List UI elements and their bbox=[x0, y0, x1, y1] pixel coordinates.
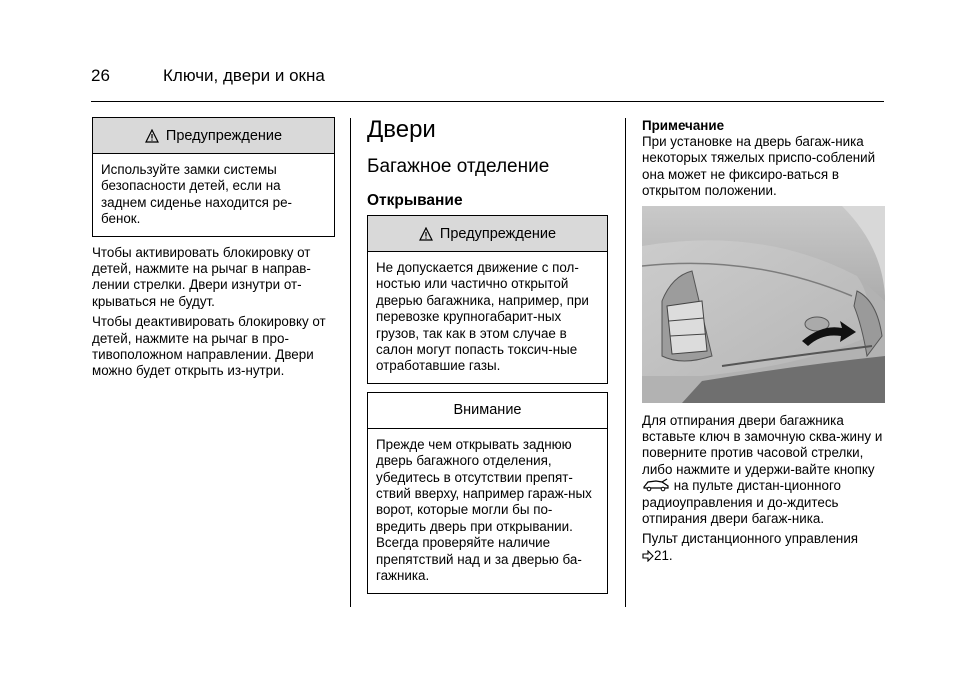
paragraph-unlock bbox=[642, 413, 885, 528]
warning-box-heading bbox=[93, 118, 334, 154]
col1-text bbox=[92, 245, 335, 380]
note-title: Примечание bbox=[642, 118, 725, 133]
subsubsection-heading: Открывание bbox=[367, 192, 463, 209]
paragraph-part: на пульте дистан-ционного радиоуправления и до-ждитесь отпирания двери багаж-ника. bbox=[642, 478, 841, 527]
column-divider-1 bbox=[350, 118, 351, 607]
car-rear-illustration bbox=[642, 206, 885, 403]
paragraph: Чтобы активировать блокировку от детей, нажмите на рычаг в направ-лении стрелки. Двери изнутри от-крываться не будут. bbox=[92, 244, 311, 309]
section-title: Ключи, двери и окна bbox=[163, 66, 325, 85]
warning-box-child-lock bbox=[92, 117, 335, 237]
header-rule bbox=[91, 101, 884, 102]
column-divider-2 bbox=[625, 118, 626, 607]
page-heading: Двери bbox=[367, 116, 436, 143]
paragraph-part: Для отпирания двери багажника вставьте ключ в замочную сква-жину и поверните против часовой стрелки, либо нажмите и удержи-вайте кнопку bbox=[642, 412, 883, 477]
column-1 bbox=[92, 117, 335, 384]
paragraph: Чтобы деактивировать блокировку от детей, нажмите на рычаг в про-тивоположном направлении. Двери можно будет открыть из-нутри. bbox=[92, 314, 326, 379]
warning-triangle-icon bbox=[145, 129, 159, 143]
warning-box-heading bbox=[368, 216, 607, 252]
tailgate-photo bbox=[642, 206, 885, 403]
warning-heading-text: Предупреждение bbox=[439, 225, 557, 242]
caution-box bbox=[367, 392, 608, 594]
warning-heading-text: Предупреждение bbox=[165, 127, 283, 144]
column-2 bbox=[367, 117, 608, 594]
warning-box-body: Используйте замки системы безопасности детей, если на заднем сиденье находится ре-бенок. bbox=[101, 162, 292, 227]
column-3 bbox=[642, 118, 885, 568]
page-reference[interactable]: 21. bbox=[654, 547, 673, 563]
page-number: 26 bbox=[91, 66, 110, 85]
paragraph-part: Пульт дистанционного управления bbox=[642, 531, 859, 547]
note-body: При установке на дверь багаж-ника некоторых тяжелых приспо-соблений она может не фиксиро-ваться в открытом положении. bbox=[642, 134, 876, 199]
warning-triangle-icon bbox=[419, 227, 433, 241]
subsection-heading: Багажное отделение bbox=[367, 156, 550, 177]
warning-box-body: Не допускается движение с пол-ностью или частично открытой дверью багажника, например, при перевозке крупногабарит-ных грузов, так как в этом случае в салон могут попасть токсич-ные отработавшие газы. bbox=[376, 260, 589, 374]
car-trunk-icon bbox=[642, 478, 670, 492]
col3-text bbox=[642, 413, 885, 565]
warning-box-tailgate bbox=[367, 215, 608, 384]
caution-box-heading: Внимание bbox=[368, 393, 607, 429]
page-reference-arrow-icon bbox=[642, 550, 654, 562]
paragraph-remote bbox=[642, 531, 885, 564]
caution-box-body: Прежде чем открывать заднюю дверь багажного отделения, убедитесь в отсутствии препят-ствий вверху, например гараж-ных ворот, которые могли бы по-вредить дверь при открывании. Всегда проверяйте наличие препятствий над и за дверью ба-гажника. bbox=[376, 436, 592, 584]
